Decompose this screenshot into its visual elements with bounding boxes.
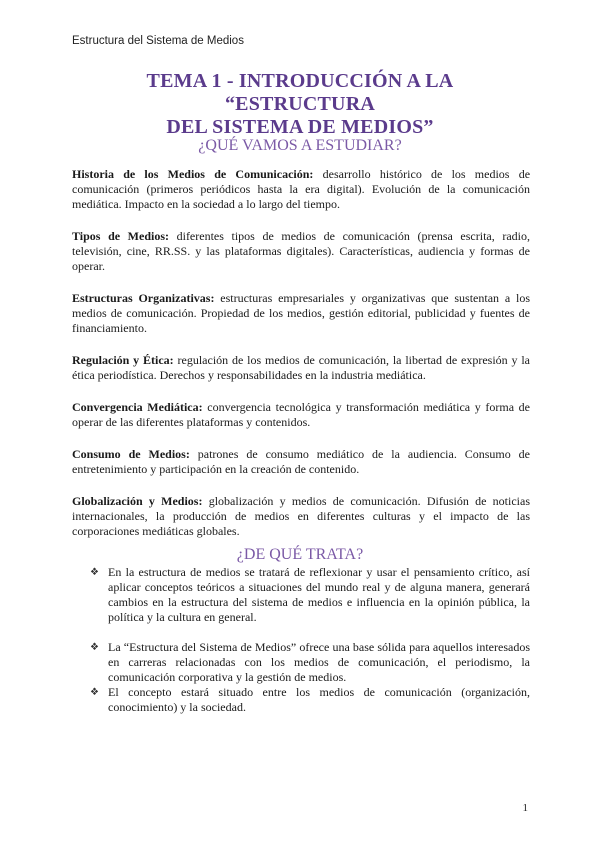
- title-line-2: DEL SISTEMA DE MEDIOS”: [166, 116, 434, 138]
- diamond-bullet-icon: ❖: [90, 687, 99, 698]
- list-item: [90, 685, 530, 715]
- topic-term: Estructuras Organizativas:: [72, 291, 215, 305]
- topic-text: estructuras empresariales y organizativas que sustentan a los medios de comunicación. Propiedad de los medios, gestión editorial, publicidad y fuentes de financiamiento.: [72, 291, 530, 335]
- diamond-bullet-icon: ❖: [90, 567, 99, 578]
- topic-term: Convergencia Mediática:: [72, 400, 203, 414]
- running-header: Estructura del Sistema de Medios: [72, 35, 244, 47]
- topics-list: [72, 167, 530, 556]
- title-line-1: TEMA 1 - INTRODUCCIÓN A LA “ESTRUCTURA: [146, 70, 454, 115]
- list-item: [90, 565, 530, 625]
- topic-historia: [72, 167, 530, 212]
- topic-text: diferentes tipos de medios de comunicación (prensa escrita, radio, televisión, cine, RR.SS. y las plataformas digitales). Características, audiencia y formas de operar.: [72, 229, 530, 273]
- bullet-text: La “Estructura del Sistema de Medios” ofrece una base sólida para aquellos interesados en carreras relacionadas con los medios de comunicación, el periodismo, la comunicación corporativa y la gestión de medios.: [108, 640, 530, 684]
- topic-estructuras: [72, 291, 530, 336]
- topic-text: regulación de los medios de comunicación, la libertad de expresión y la ética periodística. Derechos y responsabilidades en la industria mediática.: [72, 353, 531, 382]
- document-title: [72, 70, 528, 139]
- topic-term: Tipos de Medios:: [72, 229, 169, 243]
- topic-globalizacion: [72, 494, 530, 539]
- about-bullet-list: [90, 565, 530, 715]
- topic-text: desarrollo histórico de los medios de comunicación (primeros periódicos hasta la era digital). Evolución de la comunicación mediática. Impacto en la sociedad a lo largo del tiempo.: [72, 167, 531, 211]
- topic-term: Consumo de Medios:: [72, 447, 190, 461]
- section-heading-que-vamos-a-estudiar: ¿QUÉ VAMOS A ESTUDIAR?: [198, 137, 402, 154]
- topic-term: Historia de los Medios de Comunicación:: [72, 167, 314, 181]
- page-number: 1: [522, 802, 528, 814]
- topic-tipos: [72, 229, 530, 274]
- topic-term: Regulación y Ética:: [72, 353, 174, 367]
- topic-text: patrones de consumo mediático de la audiencia. Consumo de entretenimiento y participación en la creación de contenido.: [72, 447, 530, 476]
- topic-text: globalización y medios de comunicación. Difusión de noticias internacionales, la producción de medios en diferentes culturas y el impacto de las corporaciones mediáticas globales.: [72, 494, 530, 538]
- list-item: [90, 640, 530, 685]
- diamond-bullet-icon: ❖: [90, 642, 99, 653]
- topic-text: convergencia tecnológica y transformación mediática y forma de operar de las diferentes plataformas y contenidos.: [72, 400, 531, 429]
- topic-consumo: [72, 447, 530, 477]
- bullet-text: En la estructura de medios se tratará de reflexionar y usar el pensamiento crítico, así aplicar conceptos teóricos a situaciones del mundo real y de alguna manera, generará cambios en la estructura del sistema de medios e influencia en la opinión pública, la política y la cultura en general.: [108, 565, 530, 624]
- topic-convergencia: [72, 400, 530, 430]
- topic-regulacion: [72, 353, 530, 383]
- bullet-text: El concepto estará situado entre los medios de comunicación (organización, conocimiento) y la sociedad.: [108, 685, 530, 714]
- section-heading-de-que-trata: ¿DE QUÉ TRATA?: [236, 546, 364, 563]
- topic-term: Globalización y Medios:: [72, 494, 203, 508]
